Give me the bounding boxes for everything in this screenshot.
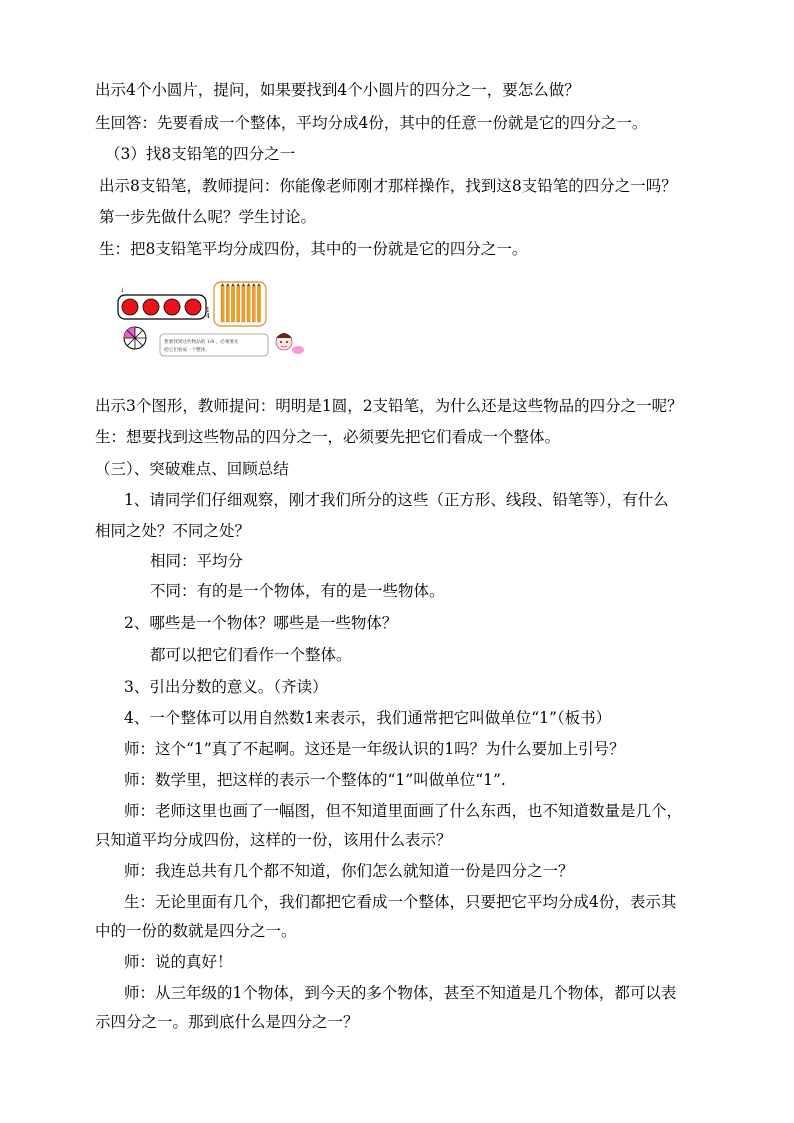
text-line-20: 师：老师这里也画了一幅图，但不知道里面画了什么东西，也不知道数量是几个， [124, 802, 683, 820]
red-circle [164, 299, 180, 315]
red-circle [143, 299, 159, 315]
text-line-18: 师：这个“1”真了不起啊。这还是一年级认识的1吗？为什么要加上引号？ [124, 740, 625, 758]
pencil-tip [226, 283, 229, 286]
text-line-21: 只知道平均分成四份，这样的一份，该用什么表示？ [95, 831, 452, 849]
pencil [221, 286, 224, 322]
text-line-15: 都可以把它们看作一个整体。 [150, 646, 352, 664]
pie-quarter-group [124, 327, 146, 349]
pencil [252, 286, 255, 322]
text-line-7: 出示3个图形，教师提问：明明是1圆，2支铅笔，为什么还是这些物品的四分之一呢？ [95, 397, 683, 415]
pencils-group [206, 282, 266, 326]
text-line-4: 出示8支铅笔，教师提问：你能像老师刚才那样操作，找到这8支铅笔的四分之一吗？ [99, 177, 677, 195]
svg-text:↓: ↓ [120, 287, 126, 294]
section-heading: （三）、突破难点、回顾总结 [95, 460, 289, 478]
svg-text:想要找到这些物品的 1/4: 想要找到这些物品的 1/4 ，必须要先 [164, 340, 239, 345]
text-line-6: 生：把8支铅笔平均分成四份，其中的一份就是它的四分之一。 [99, 240, 528, 258]
red-circle [122, 299, 138, 315]
text-line-13: 不同：有的是一个物体，有的是一些物体。 [150, 582, 445, 600]
speech-bubble [160, 334, 268, 356]
text-line-16: 3、引出分数的意义。（齐读） [124, 678, 328, 696]
pencil [226, 286, 229, 322]
text-line-12: 相同：平均分 [150, 552, 244, 570]
pencil-tip [231, 283, 234, 286]
text-line-11: 相同之处？不同之处？ [95, 522, 251, 540]
text-line-25: 师：说的真好！ [124, 953, 233, 971]
text-line-26: 师：从三年级的1个物体，到今天的多个物体，甚至不知道是几个物体，都可以表 [124, 984, 677, 1002]
red-circles-group [118, 287, 206, 319]
red-circle [185, 299, 201, 315]
pencil [242, 286, 245, 322]
text-line-17: 4、一个整体可以用自然数1来表示，我们通常把它叫做单位“1”（板书） [124, 709, 612, 727]
text-line-2: 生回答：先要看成一个整体，平均分成4份，其中的任意一份就是它的四分之一。 [95, 114, 648, 132]
pencil-tip [221, 283, 224, 286]
svg-text:4: 4 [206, 313, 210, 320]
text-line-27: 示四分之一。那到底什么是四分之一？ [95, 1013, 359, 1031]
pencil-tip [252, 283, 255, 286]
text-line-14: 2、哪些是一个物体？哪些是一些物体？ [124, 614, 398, 632]
pencil [237, 286, 240, 322]
pencil-tip [237, 283, 240, 286]
pencil [257, 286, 260, 322]
pencil [247, 286, 250, 322]
text-line-22: 师：我连总共有几个都不知道，你们怎么就知道一份是四分之一？ [124, 862, 574, 880]
pencil-tip [257, 283, 260, 286]
text-line-8: 生：想要找到这些物品的四分之一，必须要先把它们看成一个整体。 [95, 428, 561, 446]
text-line-10: 1、请同学们仔细观察，刚才我们所分的这些（正方形、线段、铅笔等），有什么 [124, 491, 669, 509]
text-line-3: （3）找8支铅笔的四分之一 [105, 145, 296, 163]
text-line-19: 师：数学里，把这样的表示一个整体的“1”叫做单位“1”. [124, 771, 506, 789]
pencil-tip [242, 283, 245, 286]
pencil [231, 286, 234, 322]
svg-text:1: 1 [206, 307, 210, 314]
text-line-1: 出示4个小圆片，提问，如果要找到4个小圆片的四分之一，要怎么做？ [95, 81, 580, 99]
cartoon-girl-icon [276, 333, 304, 354]
text-line-24: 中的一份的数就是四分之一。 [95, 922, 297, 940]
svg-text:把它们看成一个整体。: 把它们看成一个整体。 [164, 348, 210, 353]
pencil-tip [247, 283, 250, 286]
illustration-figure [112, 278, 312, 368]
text-line-23: 生：无论里面有几个，我们都把它看成一个整体，只要把它平均分成4份，表示其 [124, 893, 677, 911]
text-line-5: 第一步先做什么呢？学生讨论。 [99, 208, 317, 226]
